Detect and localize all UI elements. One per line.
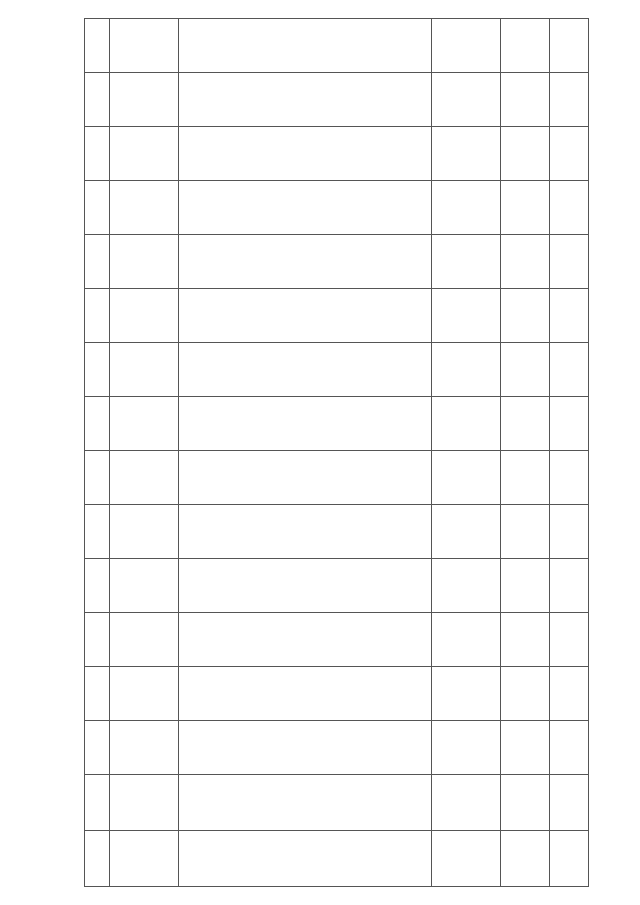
row-number (85, 397, 110, 451)
planned-year-cell (501, 181, 550, 235)
build-year-cell (550, 721, 589, 775)
planned-year-cell (501, 397, 550, 451)
address-cell (110, 181, 179, 235)
table-row (85, 397, 589, 451)
capital-repair-table (84, 18, 589, 887)
planned-year-cell (501, 775, 550, 831)
build-year-cell (550, 559, 589, 613)
build-year-cell (550, 831, 589, 887)
cost-cell (432, 667, 501, 721)
row-number (85, 181, 110, 235)
works-description-cell (179, 775, 432, 831)
row-number (85, 775, 110, 831)
table-row (85, 831, 589, 887)
works-description-cell (179, 451, 432, 505)
cost-cell (432, 721, 501, 775)
cost-cell (432, 451, 501, 505)
table-row (85, 181, 589, 235)
cost-cell (432, 127, 501, 181)
cost-cell (432, 181, 501, 235)
planned-year-cell (501, 667, 550, 721)
cost-cell (432, 289, 501, 343)
planned-year-cell (501, 127, 550, 181)
table-row (85, 73, 589, 127)
cost-cell (432, 613, 501, 667)
address-cell (110, 451, 179, 505)
row-number (85, 73, 110, 127)
works-description-cell (179, 667, 432, 721)
address-cell (110, 559, 179, 613)
address-cell (110, 19, 179, 73)
works-description-cell (179, 181, 432, 235)
cost-cell (432, 559, 501, 613)
planned-year-cell (501, 613, 550, 667)
row-number (85, 451, 110, 505)
row-number (85, 505, 110, 559)
works-description-cell (179, 343, 432, 397)
works-description-cell (179, 613, 432, 667)
planned-year-cell (501, 831, 550, 887)
build-year-cell (550, 19, 589, 73)
works-description-cell (179, 73, 432, 127)
row-number (85, 19, 110, 73)
row-number (85, 343, 110, 397)
table-row (85, 613, 589, 667)
planned-year-cell (501, 19, 550, 73)
table-row (85, 775, 589, 831)
address-cell (110, 613, 179, 667)
table-row (85, 235, 589, 289)
table-row (85, 343, 589, 397)
works-description-cell (179, 289, 432, 343)
cost-cell (432, 775, 501, 831)
row-number (85, 559, 110, 613)
address-cell (110, 775, 179, 831)
address-cell (110, 127, 179, 181)
address-cell (110, 721, 179, 775)
address-cell (110, 831, 179, 887)
address-cell (110, 289, 179, 343)
build-year-cell (550, 613, 589, 667)
cost-cell (432, 831, 501, 887)
planned-year-cell (501, 451, 550, 505)
table-row (85, 127, 589, 181)
row-number (85, 831, 110, 887)
row-number (85, 289, 110, 343)
build-year-cell (550, 667, 589, 721)
address-cell (110, 667, 179, 721)
cost-cell (432, 343, 501, 397)
build-year-cell (550, 397, 589, 451)
row-number (85, 127, 110, 181)
table-row (85, 559, 589, 613)
build-year-cell (550, 343, 589, 397)
planned-year-cell (501, 289, 550, 343)
planned-year-cell (501, 505, 550, 559)
works-description-cell (179, 559, 432, 613)
table-row (85, 451, 589, 505)
works-description-cell (179, 505, 432, 559)
build-year-cell (550, 289, 589, 343)
row-number (85, 613, 110, 667)
works-description-cell (179, 235, 432, 289)
address-cell (110, 343, 179, 397)
address-cell (110, 73, 179, 127)
works-description-cell (179, 721, 432, 775)
row-number (85, 721, 110, 775)
table-row (85, 505, 589, 559)
build-year-cell (550, 505, 589, 559)
cost-cell (432, 73, 501, 127)
works-description-cell (179, 831, 432, 887)
row-number (85, 667, 110, 721)
planned-year-cell (501, 721, 550, 775)
planned-year-cell (501, 559, 550, 613)
cost-cell (432, 505, 501, 559)
table-row (85, 667, 589, 721)
address-cell (110, 505, 179, 559)
cost-cell (432, 19, 501, 73)
build-year-cell (550, 451, 589, 505)
works-description-cell (179, 397, 432, 451)
build-year-cell (550, 181, 589, 235)
table-row (85, 721, 589, 775)
cost-cell (432, 235, 501, 289)
planned-year-cell (501, 73, 550, 127)
build-year-cell (550, 775, 589, 831)
address-cell (110, 397, 179, 451)
build-year-cell (550, 127, 589, 181)
table-body (85, 19, 589, 887)
build-year-cell (550, 235, 589, 289)
address-cell (110, 235, 179, 289)
cost-cell (432, 397, 501, 451)
planned-year-cell (501, 235, 550, 289)
planned-year-cell (501, 343, 550, 397)
table-row (85, 289, 589, 343)
works-description-cell (179, 127, 432, 181)
row-number (85, 235, 110, 289)
works-description-cell (179, 19, 432, 73)
table-row (85, 19, 589, 73)
build-year-cell (550, 73, 589, 127)
